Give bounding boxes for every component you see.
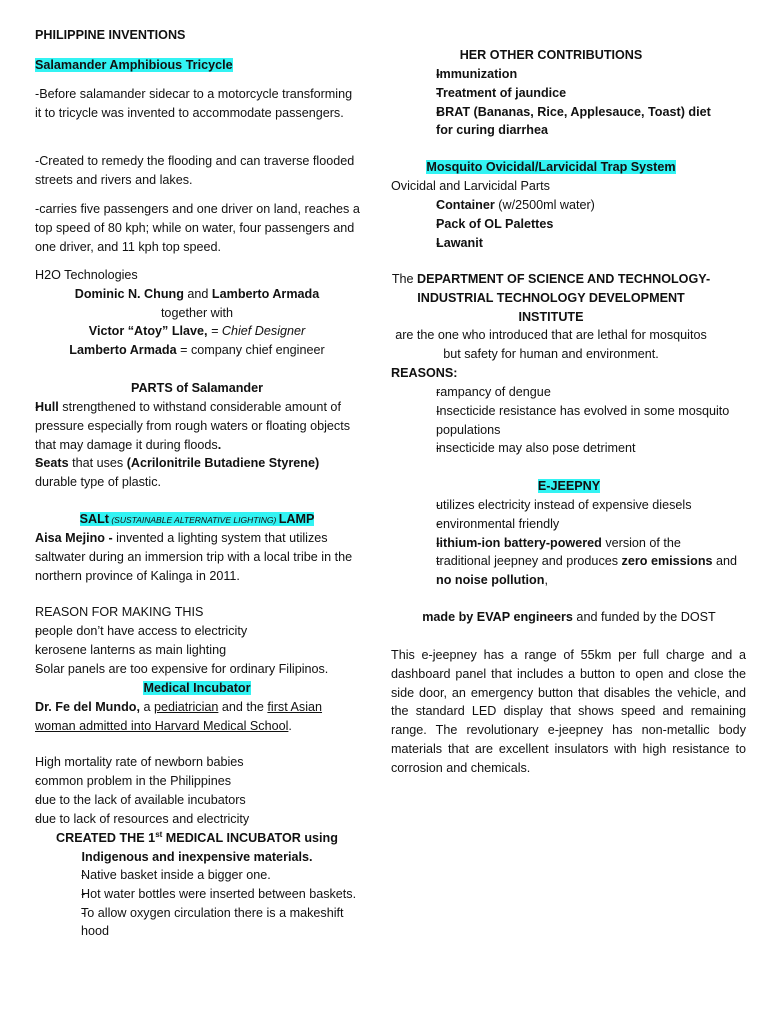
reason-list xyxy=(12,622,362,678)
salt-description: Aisa Mejino - invented a lighting system that utilizes saltwater during an immersion trip with a local tribe in the northern province of Kalinga in 2011. xyxy=(35,531,353,583)
mortality-text: High mortality rate of newborn babies xyxy=(35,755,244,769)
page-title: PHILIPPINE INVENTIONS xyxy=(35,28,186,42)
reasons-list xyxy=(413,383,743,458)
mortality-list xyxy=(12,772,362,828)
list-item: - rampancy of dengue xyxy=(413,383,743,402)
list-item: - common problem in the Philippines xyxy=(12,772,362,791)
list-item: - BRAT (Bananas, Rice, Applesauce, Toast) diet for curing diarrhea xyxy=(413,103,713,141)
incubator-inventor: Dr. Fe del Mundo, a pediatrician and the first Asian woman admitted into Harvard Medical School. xyxy=(35,700,323,733)
company-name: H2O Technologies xyxy=(35,268,138,282)
dost-paragraph: The DEPARTMENT OF SCIENCE AND TECHNOLOGY-INDUSTRIAL TECHNOLOGY DEVELOPMENT INSTITUTE are the one who introduced that are lethal for mosquitos but safety for human and environment. xyxy=(391,272,711,362)
salamander-para-3: -carries five passengers and one driver on land, reaches a top speed of 80 kph; while on water, four passengers and one driver, and 11 kph top speed. xyxy=(35,202,360,254)
list-item: - Insecticide resistance has evolved in some mosquito populations xyxy=(413,402,743,440)
list-item: - traditional jeepney and produces zero emissions and no noise pollution, xyxy=(413,552,753,590)
materials-list xyxy=(58,866,358,941)
trap-parts-list xyxy=(413,196,713,252)
credit-line-4: Lamberto Armada = company chief engineer xyxy=(69,343,325,357)
contrib-heading: HER OTHER CONTRIBUTIONS xyxy=(459,48,643,62)
list-item: - Immunization xyxy=(413,65,713,84)
salamander-para-1: -Before salamander sidecar to a motorcycle transforming it to tricycle was invented to accommodate passengers. xyxy=(35,87,353,120)
credit-line-2: together with xyxy=(160,306,234,320)
made-by-line: made by EVAP engineers and funded by the DOST xyxy=(422,610,716,624)
reasons-heading: REASONS: xyxy=(391,366,458,380)
parts-heading: PARTS of Salamander xyxy=(130,381,264,395)
reason-heading: REASON FOR MAKING THIS xyxy=(35,605,204,619)
salamander-para-2: -Created to remedy the flooding and can traverse flooded streets and rivers and lakes. xyxy=(35,154,355,187)
list-item: - utilizes electricity instead of expensive diesels xyxy=(413,496,753,515)
created-subheading: Indigenous and inexpensive materials. xyxy=(81,850,313,864)
list-item: - Solar panels are too expensive for ordinary Filipinos. xyxy=(12,660,362,679)
list-item: - To allow oxygen circulation there is a makeshift hood xyxy=(58,904,358,942)
list-item: - Pack of OL Palettes xyxy=(413,215,713,234)
trap-heading: Mosquito Ovicidal/Larvicidal Trap System xyxy=(426,160,676,174)
incubator-heading: Medical Incubator xyxy=(143,681,251,695)
list-item: - people don’t have access to electricity xyxy=(12,622,362,641)
list-item: - kerosene lanterns as main lighting xyxy=(12,641,362,660)
list-item: - due to lack of resources and electricity xyxy=(12,810,362,829)
list-item: - Container (w/2500ml water) xyxy=(413,196,713,215)
ejeepny-description: This e-jeepney has a range of 55km per full charge and a dashboard panel that includes a button to open and close the side door, an emergency button that disables the vehicle, and the standard LED display that shows speed and remaining range. The revolutionary e-jeepney has non-metallic body materials that are excellent insulators with high resistance to corrosion and chemicals. xyxy=(391,648,746,775)
created-heading: CREATED THE 1st MEDICAL INCUBATOR using xyxy=(56,829,338,845)
contrib-list xyxy=(413,65,713,140)
ejeepny-heading: E-JEEPNY xyxy=(537,479,601,493)
credit-line-3: Victor “Atoy” Llave, = Chief Designer xyxy=(88,324,306,338)
list-item: - insecticide may also pose detriment xyxy=(413,439,743,458)
trap-subheading: Ovicidal and Larvicidal Parts xyxy=(391,179,550,193)
list-item: - Seats that uses (Acrilonitrile Butadiene Styrene) durable type of plastic. xyxy=(12,454,362,492)
list-item: - Native basket inside a bigger one. xyxy=(58,866,358,885)
salamander-heading: Salamander Amphibious Tricycle xyxy=(35,58,233,72)
ejeepny-list xyxy=(413,496,753,590)
list-item: - Lawanit xyxy=(413,234,713,253)
salt-heading: SALt (SUSTAINABLE ALTERNATIVE LIGHTING) LAMP xyxy=(79,512,315,526)
list-item: - Hot water bottles were inserted between baskets. xyxy=(58,885,358,904)
credit-line-1: Dominic N. Chung and Lamberto Armada xyxy=(74,287,320,301)
parts-list xyxy=(12,398,362,492)
list-item: - lithium-ion battery-powered version of the xyxy=(413,534,753,553)
list-item: - Treatment of jaundice xyxy=(413,84,713,103)
list-item: - Hull strengthened to withstand considerable amount of pressure especially from rough waters or floating objects that may damage it during floods. xyxy=(12,398,362,454)
list-item: - due to the lack of available incubators xyxy=(12,791,362,810)
list-item: - environmental friendly xyxy=(413,515,753,534)
